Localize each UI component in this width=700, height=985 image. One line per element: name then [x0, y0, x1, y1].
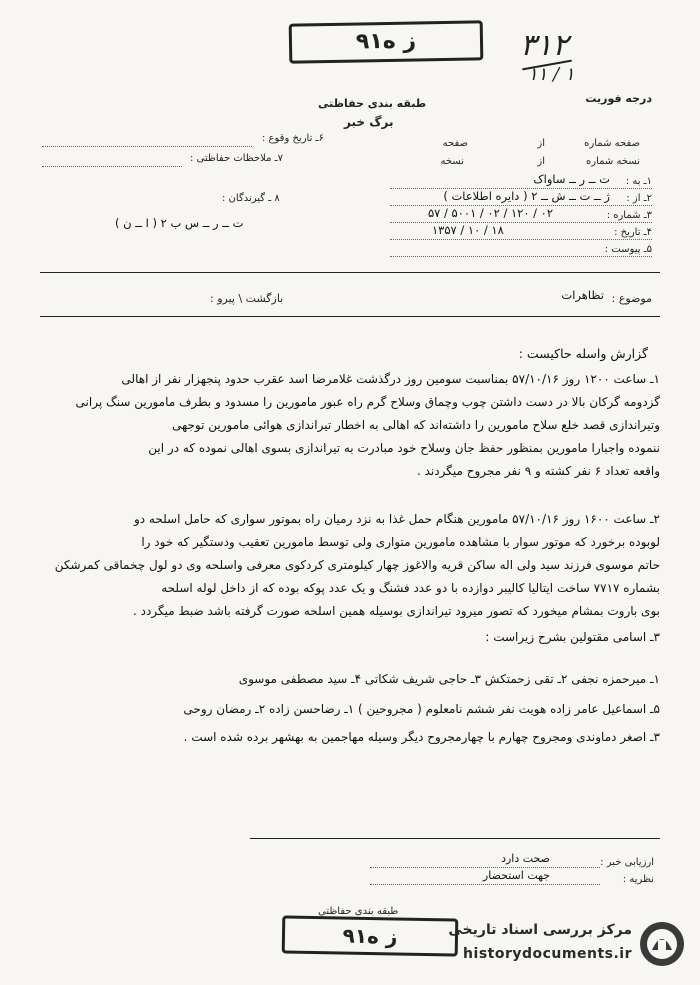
- classification-heading: طبقه بندی حفاظتی: [318, 97, 427, 110]
- recipients-value: ت ــ ر ــ س ب ۲ ( ا ــ ن ): [115, 216, 244, 230]
- number-value: ۵۷ / ۵۰۰۱ / ۰۲ / ۱۲۰ / ۰۲: [428, 206, 554, 220]
- report-line: واقعه تعداد ۶ نفر کشته و ۹ نفر مجروح میگردند .: [416, 464, 660, 478]
- remarks-dotline: [42, 166, 182, 167]
- attachment-dotline: [390, 256, 652, 257]
- footer-separator: [250, 838, 660, 839]
- to-label: ۱ـ به :: [625, 176, 652, 187]
- report-line: بوی باروت بمشام میخورد که تصور میرود تیراندازی بوسیله همین اسلحه صورت گرفته باشد ضبط میگردد .: [133, 604, 660, 618]
- handwritten-number: ۳۱۲: [520, 28, 569, 63]
- date-value: ۱۳۵۷ / ۱۰ / ۱۸: [432, 223, 504, 237]
- report-heading: گزارش واسله حاکیست :: [518, 346, 648, 361]
- from-value: ژ ــ ت ــ ش ــ ۲ ( دایره اطلاعات ): [443, 189, 610, 203]
- from-label: ۲ـ از :: [626, 193, 652, 204]
- report-line: بشماره ۷۷۱۷ ساخت ایتالیا کالیبر دوازده با دو عدد فشنگ و یک عدد پوکه بوده که از داخل لوله اسلحه: [161, 581, 660, 595]
- subject-label: موضوع :: [611, 292, 652, 305]
- number-dotline: [390, 222, 652, 223]
- followup-label: بازگشت \ پیرو :: [210, 292, 284, 305]
- victim-line: ۵ـ اسماعیل عامر زاده هویت نفر ششم نامعلوم ( مجروحین ) ۱ـ رضاحسن زاده ۲ـ رمضان روحی: [183, 702, 660, 716]
- watermark-url: historydocuments.ir: [463, 946, 632, 962]
- opinion-value: جهت استحضار: [482, 869, 550, 882]
- evaluation-value: صحت دارد: [501, 852, 550, 865]
- remarks-label: ۷ـ ملاحظات حفاظتی :: [190, 153, 283, 164]
- recipients-label: ۸ ـ گیرندگان :: [222, 193, 280, 204]
- evaluation-dotline: [370, 867, 600, 868]
- opinion-label: نظریه :: [622, 874, 654, 885]
- form-title: برگ خبر: [344, 115, 394, 129]
- copy-label: نسخه: [440, 156, 464, 167]
- report-line: ۱ـ ساعت ۱۲۰۰ روز ۵۷/۱۰/۱۶ بمناسبت سومین روز درگذشت غلامرضا اسد عقرب حدود پنجهزار نفر از اهالی: [121, 372, 660, 386]
- subject-value: تظاهرات: [561, 288, 604, 302]
- report-line: وتیراندازی قصد خلع سلاح مامورین را داشته‌اند که اهالی به اخطار تیراندازی هوائی مامورین توجهی: [171, 418, 660, 432]
- bottom-classification-label: طبقه بندی حفاظتی: [318, 906, 399, 917]
- victim-line: ۱ـ میرحمزه نجفی ۲ـ تقی زحمتکش ۳ـ حاجی شریف شکاتی ۴ـ سید مصطفی موسوی: [238, 672, 660, 686]
- evaluation-label: ارزیابی خبر :: [600, 857, 654, 868]
- handwritten-date: ۱۱ / ۱: [528, 64, 575, 85]
- victim-line: ۳ـ اصغر دماوندی ومجروح چهارم با چهارمجروح دیگر وسیله مهاجمین به بهشهر برده شده است .: [183, 730, 660, 744]
- event-date-dotline: [42, 146, 252, 147]
- archive-logo-icon: [638, 920, 686, 968]
- subject-separator: [40, 316, 660, 317]
- opinion-dotline: [370, 884, 600, 885]
- report-line: گزدومه گرکان بالا در دست داشتن چوب وچماق وسلاح گرم راه عبور مامورین را مسدود و بطرف مامورین سنگ پرانی: [75, 395, 660, 409]
- attachment-label: ۵ـ پیوست :: [604, 244, 652, 255]
- report-line: حاتم موسوی فرزند سید ولی اله ساکن قریه والاغوز چهار کیلومتری کردکوی معرفی واسلحه وی دو لول چخماقی کمرشکن: [54, 558, 660, 572]
- to-value: ت ــ ر ــ ساواک: [533, 172, 610, 186]
- page-number-label: صفحه شماره: [584, 138, 640, 149]
- event-date-label: ۶ـ تاریخ وقوع :: [262, 133, 324, 144]
- date-label: ۴ـ تاریخ :: [614, 227, 652, 238]
- copy-number-label: نسخه شماره: [586, 156, 640, 167]
- report-line: ۲ـ ساعت ۱۶۰۰ روز ۵۷/۱۰/۱۶ مامورین هنگام حمل غذا به نزد رمیان راه بموتور سواری که حامل اسلحه دو: [133, 512, 660, 526]
- watermark-title: مرکز بررسی اسناد تاریخی: [448, 922, 632, 938]
- page-label: صفحه: [442, 138, 468, 149]
- watermark: [430, 918, 692, 974]
- number-label: ۳ـ شماره :: [606, 210, 652, 221]
- date-dotline: [390, 239, 652, 240]
- classification-stamp: ۹۱ز ه: [289, 20, 484, 63]
- report-line: ننموده واجبارا مامورین بمنظور حفظ جان وسلاح خود مبادرت به تیراندازی بسوی اهالی نموده که در این: [148, 441, 660, 455]
- report-line: ۳ـ اسامی مقتولین بشرح زیراست :: [485, 630, 660, 644]
- from-label-2: از: [537, 156, 545, 167]
- bottom-classification-stamp: ۹۱ز ه: [282, 915, 459, 956]
- header-separator: [40, 272, 660, 273]
- priority-label: درجه فوریت: [585, 92, 652, 105]
- report-line: لوبوده برخورد که موتور سوار با مشاهده مامورین متواری ولی توسط مامورین تعقیب ودستگیر که خود را: [141, 535, 660, 549]
- from-label-1: از: [537, 138, 545, 149]
